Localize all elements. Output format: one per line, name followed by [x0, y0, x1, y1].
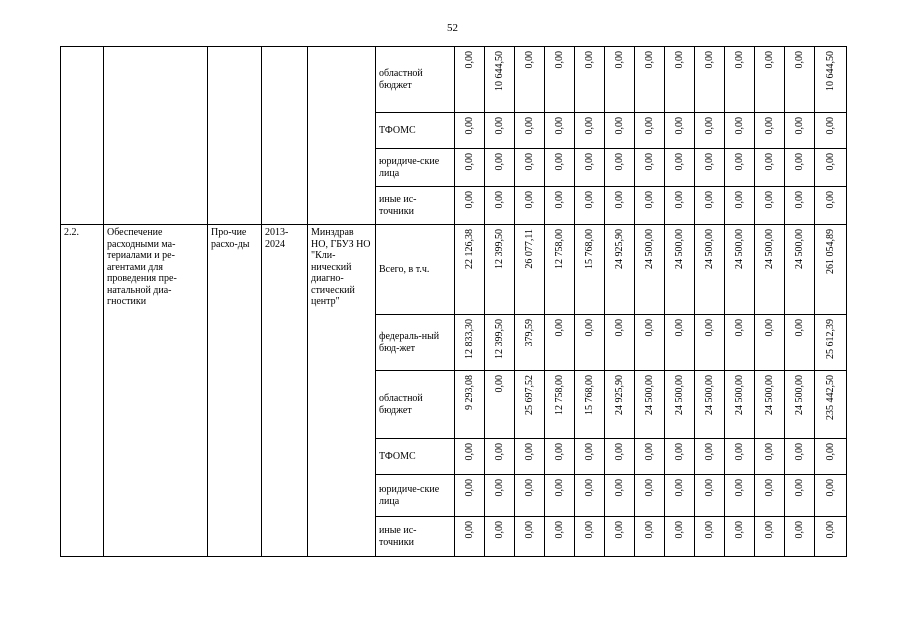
value-text: 0,00 — [493, 191, 505, 209]
value-cell — [635, 475, 665, 517]
value-cell — [785, 47, 815, 113]
value-text: 0,00 — [523, 521, 535, 539]
value-cell — [515, 475, 545, 517]
value-text: 0,00 — [824, 443, 836, 461]
value-cell — [545, 517, 575, 557]
value-text: 0,00 — [493, 479, 505, 497]
value-text: 0,00 — [493, 443, 505, 461]
value-cell — [545, 475, 575, 517]
value-cell — [695, 187, 725, 225]
value-text: 0,00 — [703, 319, 715, 337]
value-text: 15 768,00 — [583, 229, 595, 269]
value-cell — [515, 47, 545, 113]
value-text: 0,00 — [523, 191, 535, 209]
source-cell — [376, 113, 455, 149]
value-text: 0,00 — [733, 117, 745, 135]
value-cell — [785, 225, 815, 315]
item-name-text: Обеспечение расходными ма-териалами и ре-агентами для проведения пре-натальной диа-гностики — [107, 227, 177, 307]
table-row — [61, 47, 847, 113]
value-text: 0,00 — [643, 443, 655, 461]
value-cell — [755, 113, 785, 149]
value-cell — [455, 315, 485, 371]
value-cell — [725, 315, 755, 371]
value-cell — [485, 439, 515, 475]
value-cell — [665, 113, 695, 149]
source-label: иные ис-точники — [379, 194, 417, 217]
value-cell — [575, 47, 605, 113]
value-cell — [665, 517, 695, 557]
value-text: 0,00 — [733, 51, 745, 69]
value-cell — [485, 517, 515, 557]
value-text: 0,00 — [613, 521, 625, 539]
value-text: 24 500,00 — [793, 375, 805, 415]
value-text: 0,00 — [763, 153, 775, 171]
value-cell — [455, 475, 485, 517]
value-cell — [695, 315, 725, 371]
value-text: 0,00 — [643, 319, 655, 337]
value-cell — [455, 187, 485, 225]
value-cell — [725, 225, 755, 315]
value-text: 0,00 — [703, 521, 715, 539]
source-label: юридиче-ские лица — [379, 484, 440, 507]
value-cell — [785, 149, 815, 187]
value-cell — [755, 371, 785, 439]
value-cell — [755, 47, 785, 113]
source-label: Всего, в т.ч. — [379, 263, 430, 275]
source-cell — [376, 149, 455, 187]
value-text: 10 644,50 — [824, 51, 836, 91]
value-text: 0,00 — [553, 319, 565, 337]
value-text: 0,00 — [673, 191, 685, 209]
value-text: 0,00 — [793, 117, 805, 135]
value-text: 0,00 — [553, 153, 565, 171]
value-text: 24 500,00 — [703, 229, 715, 269]
value-text: 0,00 — [553, 191, 565, 209]
source-cell — [376, 517, 455, 557]
value-text: 0,00 — [643, 117, 655, 135]
executor-cell — [308, 47, 376, 225]
value-cell — [755, 517, 785, 557]
value-text: 12 399,50 — [493, 319, 505, 359]
value-cell — [695, 225, 725, 315]
value-text: 0,00 — [703, 117, 715, 135]
value-text: 0,00 — [793, 319, 805, 337]
value-text: 379,59 — [523, 319, 535, 347]
value-cell — [545, 315, 575, 371]
page-number: 52 — [447, 22, 458, 34]
value-text: 0,00 — [553, 479, 565, 497]
item-period-cell — [262, 225, 308, 557]
value-text: 0,00 — [793, 479, 805, 497]
value-cell — [605, 149, 635, 187]
value-cell — [485, 187, 515, 225]
value-text: 0,00 — [793, 191, 805, 209]
value-cell — [665, 439, 695, 475]
value-cell — [635, 517, 665, 557]
value-text: 0,00 — [493, 521, 505, 539]
source-label: областной бюджет — [379, 393, 423, 416]
value-cell — [815, 149, 847, 187]
value-cell — [605, 439, 635, 475]
value-cell — [605, 371, 635, 439]
value-text: 0,00 — [523, 479, 535, 497]
value-text: 12 833,30 — [463, 319, 475, 359]
value-cell — [755, 439, 785, 475]
item-period-text: 2013-2024 — [265, 227, 289, 250]
value-text: 0,00 — [643, 51, 655, 69]
value-cell — [785, 517, 815, 557]
value-text: 0,00 — [643, 191, 655, 209]
value-cell — [545, 225, 575, 315]
item-name-cell — [104, 225, 208, 557]
table-row — [61, 225, 847, 315]
value-cell — [635, 439, 665, 475]
value-text: 0,00 — [733, 153, 745, 171]
value-text: 0,00 — [553, 521, 565, 539]
source-label: юридиче-ские лица — [379, 156, 440, 179]
value-text: 0,00 — [463, 521, 475, 539]
value-cell — [725, 475, 755, 517]
value-text: 24 500,00 — [793, 229, 805, 269]
value-cell — [695, 149, 725, 187]
value-text: 24 500,00 — [703, 375, 715, 415]
value-cell — [665, 149, 695, 187]
item-number-text: 2.2. — [64, 227, 79, 238]
value-cell — [575, 149, 605, 187]
value-text: 0,00 — [493, 117, 505, 135]
value-cell — [665, 371, 695, 439]
source-cell — [376, 475, 455, 517]
value-text: 9 293,08 — [463, 375, 475, 410]
value-cell — [725, 149, 755, 187]
value-cell — [605, 225, 635, 315]
value-text: 12 758,00 — [553, 229, 565, 269]
value-cell — [815, 371, 847, 439]
source-cell — [376, 187, 455, 225]
value-text: 0,00 — [643, 521, 655, 539]
value-text: 0,00 — [553, 117, 565, 135]
value-cell — [755, 315, 785, 371]
value-cell — [575, 225, 605, 315]
value-cell — [815, 315, 847, 371]
value-text: 22 126,38 — [463, 229, 475, 269]
value-cell — [665, 315, 695, 371]
value-text: 0,00 — [613, 479, 625, 497]
value-cell — [725, 371, 755, 439]
value-text: 0,00 — [763, 479, 775, 497]
value-text: 0,00 — [583, 117, 595, 135]
value-text: 0,00 — [824, 117, 836, 135]
source-cell — [376, 315, 455, 371]
value-text: 0,00 — [793, 153, 805, 171]
value-cell — [515, 517, 545, 557]
name-cell — [104, 47, 208, 225]
value-cell — [635, 149, 665, 187]
value-cell — [725, 517, 755, 557]
value-text: 0,00 — [463, 443, 475, 461]
value-text: 0,00 — [703, 443, 715, 461]
value-cell — [575, 371, 605, 439]
value-text: 0,00 — [553, 443, 565, 461]
value-cell — [815, 113, 847, 149]
value-text: 0,00 — [703, 191, 715, 209]
value-cell — [515, 149, 545, 187]
value-cell — [485, 475, 515, 517]
value-cell — [815, 517, 847, 557]
value-cell — [485, 47, 515, 113]
value-text: 0,00 — [733, 443, 745, 461]
value-text: 0,00 — [583, 479, 595, 497]
value-cell — [515, 439, 545, 475]
value-cell — [575, 517, 605, 557]
value-cell — [575, 187, 605, 225]
value-text: 26 077,11 — [523, 229, 535, 269]
value-text: 0,00 — [523, 117, 535, 135]
value-text: 0,00 — [824, 191, 836, 209]
value-text: 24 500,00 — [763, 375, 775, 415]
value-cell — [755, 149, 785, 187]
value-cell — [575, 315, 605, 371]
value-cell — [605, 187, 635, 225]
value-cell — [455, 47, 485, 113]
value-text: 24 500,00 — [643, 375, 655, 415]
value-text: 0,00 — [793, 51, 805, 69]
value-text: 0,00 — [463, 51, 475, 69]
source-cell — [376, 47, 455, 113]
value-text: 0,00 — [763, 51, 775, 69]
value-text: 0,00 — [793, 443, 805, 461]
value-cell — [785, 315, 815, 371]
value-cell — [485, 149, 515, 187]
value-text: 0,00 — [583, 153, 595, 171]
value-text: 0,00 — [824, 521, 836, 539]
value-cell — [485, 371, 515, 439]
value-text: 0,00 — [673, 319, 685, 337]
value-text: 10 644,50 — [493, 51, 505, 91]
value-text: 0,00 — [673, 51, 685, 69]
value-text: 0,00 — [463, 479, 475, 497]
value-text: 0,00 — [523, 153, 535, 171]
value-cell — [635, 225, 665, 315]
value-text: 0,00 — [703, 479, 715, 497]
value-text: 0,00 — [763, 191, 775, 209]
value-cell — [815, 439, 847, 475]
value-text: 12 399,50 — [493, 229, 505, 269]
value-text: 0,00 — [763, 443, 775, 461]
value-text: 0,00 — [583, 191, 595, 209]
value-cell — [695, 475, 725, 517]
value-cell — [635, 371, 665, 439]
value-cell — [635, 113, 665, 149]
value-text: 0,00 — [793, 521, 805, 539]
value-cell — [815, 187, 847, 225]
value-cell — [545, 47, 575, 113]
value-text: 24 500,00 — [673, 375, 685, 415]
value-cell — [635, 47, 665, 113]
value-text: 0,00 — [583, 51, 595, 69]
value-text: 0,00 — [733, 319, 745, 337]
value-cell — [785, 439, 815, 475]
value-text: 0,00 — [583, 443, 595, 461]
value-text: 0,00 — [733, 191, 745, 209]
value-cell — [815, 475, 847, 517]
value-text: 0,00 — [733, 479, 745, 497]
value-cell — [455, 439, 485, 475]
value-text: 0,00 — [613, 443, 625, 461]
value-text: 24 925,90 — [613, 375, 625, 415]
value-cell — [455, 517, 485, 557]
value-cell — [695, 439, 725, 475]
value-cell — [455, 113, 485, 149]
value-cell — [635, 187, 665, 225]
item-type-cell — [208, 225, 262, 557]
source-label: федераль-ный бюд-жет — [379, 331, 440, 354]
value-text: 24 500,00 — [733, 229, 745, 269]
value-text: 0,00 — [703, 51, 715, 69]
value-cell — [575, 475, 605, 517]
value-cell — [515, 113, 545, 149]
value-text: 0,00 — [824, 479, 836, 497]
value-text: 0,00 — [613, 319, 625, 337]
value-text: 0,00 — [643, 479, 655, 497]
value-cell — [725, 187, 755, 225]
value-text: 0,00 — [553, 51, 565, 69]
value-cell — [515, 371, 545, 439]
value-cell — [815, 225, 847, 315]
value-cell — [755, 187, 785, 225]
value-cell — [635, 315, 665, 371]
value-text: 25 612,39 — [824, 319, 836, 359]
value-cell — [665, 475, 695, 517]
source-label: ТФОМС — [379, 450, 416, 462]
value-text: 15 768,00 — [583, 375, 595, 415]
value-text: 0,00 — [583, 521, 595, 539]
value-text: 0,00 — [824, 153, 836, 171]
value-cell — [545, 149, 575, 187]
value-text: 0,00 — [763, 319, 775, 337]
value-text: 261 054,89 — [824, 229, 836, 274]
value-cell — [605, 315, 635, 371]
value-text: 25 697,52 — [523, 375, 535, 415]
source-cell — [376, 225, 455, 315]
value-cell — [605, 475, 635, 517]
value-text: 235 442,50 — [824, 375, 836, 420]
value-cell — [665, 47, 695, 113]
value-text: 0,00 — [703, 153, 715, 171]
value-text: 0,00 — [613, 191, 625, 209]
source-cell — [376, 371, 455, 439]
value-cell — [575, 113, 605, 149]
value-cell — [515, 315, 545, 371]
value-text: 0,00 — [673, 153, 685, 171]
value-cell — [515, 225, 545, 315]
value-text: 0,00 — [763, 117, 775, 135]
value-cell — [545, 187, 575, 225]
value-text: 0,00 — [673, 117, 685, 135]
value-cell — [785, 113, 815, 149]
budget-table — [60, 46, 847, 557]
value-cell — [455, 225, 485, 315]
value-cell — [515, 187, 545, 225]
value-text: 0,00 — [763, 521, 775, 539]
item-executor-text: Минздрав НО, ГБУЗ НО "Кли-нический диагно-стический центр" — [311, 227, 371, 307]
value-text: 0,00 — [493, 153, 505, 171]
type-cell — [208, 47, 262, 225]
value-cell — [455, 371, 485, 439]
value-text: 0,00 — [463, 117, 475, 135]
value-cell — [785, 475, 815, 517]
item-executor-cell — [308, 225, 376, 557]
item-type-text: Про-чие расхо-ды — [211, 227, 250, 250]
value-cell — [695, 113, 725, 149]
value-cell — [725, 47, 755, 113]
value-cell — [605, 113, 635, 149]
value-text: 0,00 — [673, 521, 685, 539]
value-text: 24 925,90 — [613, 229, 625, 269]
period-cell — [262, 47, 308, 225]
value-cell — [485, 113, 515, 149]
value-text: 0,00 — [613, 51, 625, 69]
source-label: областной бюджет — [379, 68, 423, 91]
value-text: 0,00 — [583, 319, 595, 337]
value-text: 0,00 — [523, 443, 535, 461]
source-cell — [376, 439, 455, 475]
value-text: 0,00 — [463, 153, 475, 171]
source-label: ТФОМС — [379, 124, 416, 136]
value-cell — [545, 113, 575, 149]
value-text: 24 500,00 — [763, 229, 775, 269]
value-text: 0,00 — [523, 51, 535, 69]
value-cell — [755, 475, 785, 517]
value-cell — [695, 47, 725, 113]
value-cell — [455, 149, 485, 187]
value-cell — [665, 225, 695, 315]
value-text: 0,00 — [493, 375, 505, 393]
value-cell — [695, 517, 725, 557]
value-cell — [605, 517, 635, 557]
value-text: 24 500,00 — [673, 229, 685, 269]
value-text: 0,00 — [613, 117, 625, 135]
value-text: 0,00 — [463, 191, 475, 209]
value-cell — [485, 315, 515, 371]
value-text: 12 758,00 — [553, 375, 565, 415]
value-cell — [485, 225, 515, 315]
value-cell — [725, 113, 755, 149]
value-text: 24 500,00 — [733, 375, 745, 415]
value-cell — [575, 439, 605, 475]
value-cell — [725, 439, 755, 475]
value-cell — [755, 225, 785, 315]
value-text: 0,00 — [643, 153, 655, 171]
value-cell — [605, 47, 635, 113]
value-text: 0,00 — [733, 521, 745, 539]
value-cell — [815, 47, 847, 113]
value-text: 0,00 — [613, 153, 625, 171]
value-text: 24 500,00 — [643, 229, 655, 269]
value-cell — [695, 371, 725, 439]
source-label: иные ис-точники — [379, 525, 417, 548]
number-cell — [61, 47, 104, 225]
value-text: 0,00 — [673, 479, 685, 497]
value-cell — [785, 187, 815, 225]
value-cell — [665, 187, 695, 225]
item-number-cell — [61, 225, 104, 557]
value-text: 0,00 — [673, 443, 685, 461]
value-cell — [545, 439, 575, 475]
value-cell — [545, 371, 575, 439]
value-cell — [785, 371, 815, 439]
